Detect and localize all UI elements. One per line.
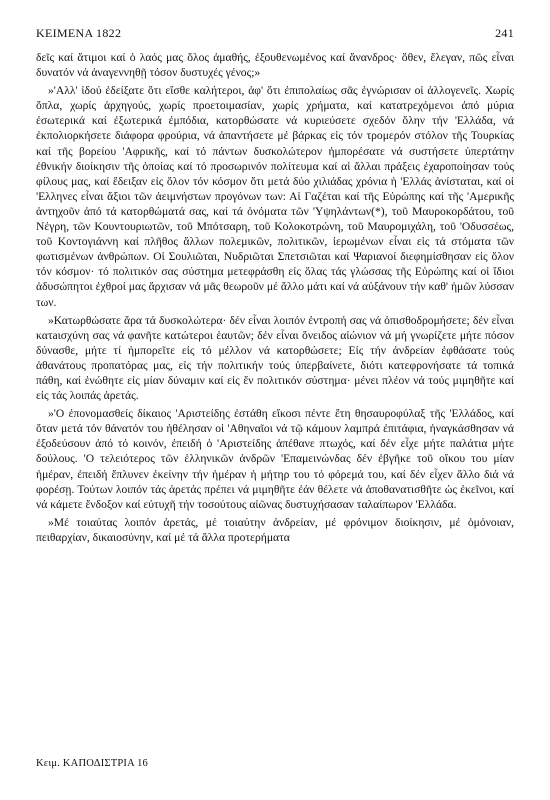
page-body bbox=[36, 50, 514, 545]
signature-mark: Κειμ. ΚΑΠΟΔΙΣΤΡΙΑ 16 bbox=[36, 758, 149, 769]
page-number: 241 bbox=[495, 26, 514, 40]
paragraph: »'Αλλ' ἰδού ἐδείξατε ὅτι εἴσθε καλήτεροι, ἀφ' ὅτι ἐπιπολαίως σᾶς ἐγνώρισαν οἱ ἀλλογενεῖς. Χωρίς ὅπλα, χωρίς ἀρχηγούς, χωρίς προετοιμασίαν, χωρίς χρήματα, καί κατατρεχόμενοι ἀπό μύρια ἐσωτερικά καί ἐξωτερικά ἐμπόδια, κατορθώσατε νά κυριεύσετε σχεδόν ὅλην τήν 'Ελλάδα, νά ἐκπολιορκήσετε διάφορα φρούρια, νά ἀπαντήσετε μέ βάρκας εἰς τόν τρομερόν στόλον τῆς Τουρκίας καί τῆς βορείου 'Αφρικῆς, καί τό πάντων δυσκολώτερον ἠμπορέσατε νά συστήσετε ὑπερτάτην ἐθνικήν διοίκησιν τῆς ὁποίας καί τό προσωρινόν πολίτευμα καί αἱ ἄλλαι πράξεις ἐχαροποίησαν τούς φίλους μας, καί ἔδειξαν εἰς ὅλον τόν κόσμον ὅτι μετά δύο χιλιάδας χρόνια ἡ 'Ελλάς ἀνίσταται, καί οἱ 'Ελληνες εἶναι ἄξιοι τῶν ἀειμνήστων προγόνων των: Αἱ Γαζέται καί τῆς Εὐρώπης καί τῆς 'Αμερικῆς ἀντηχοῦν ἀπό τά κατορθώματά σας, καί τά ὀνόματα τῶν 'Υψηλάντων(*), τοῦ Μαυροκορδάτου, τοῦ Νέγρη, τῶν Κουντουριωτῶν, τοῦ Μπότσαρη, τοῦ Κολοκοτρώνη, τοῦ Μαυρομιχάλη, τοῦ 'Οδυσσέως, τοῦ Κοντογιάννη καί πλῆθος ἄλλων πολεμικῶν, πολιτικῶν, ἱερωμένων εἶναι εἰς τά στόματα τῶν φωτισμένων ἀνθρώπων. Οἱ Σουλιῶται, Νυδριῶται Σπετσιῶται καί Ψαριανοί διεφημίσθησαν εἰς ὅλον τόν κόσμον· τό πολιτικόν σας σύστημα μετεφράσθη εἰς ὅλας τάς γλώσσας τῆς Εὐρώπης καί οἱ ἴδιοι ἀδυσώπητοι ἐχθροί μας ἄρχισαν νά μᾶς θεωροῦν μέ ἄλλο μάτι καί νά αὐξάνουν τήν καθ' ἡμῶν λύσσαν των. bbox=[36, 84, 514, 309]
running-title: ΚΕΙΜΕΝΑ 1822 bbox=[36, 26, 122, 40]
paragraph: »Μέ τοιαύτας λοιπόν ἀρετάς, μέ τοιαύτην ἀνδρείαν, μέ φρόνιμον διοίκησιν, μέ ὁμόνοιαν, πειθαρχίαν, δικαιοσύνην, καί μέ τά ἄλλα προτερήματα bbox=[36, 515, 514, 544]
page-header bbox=[36, 26, 514, 41]
paragraph: »Κατωρθώσατε ἄρα τά δυσκολώτερα· δέν εἶναι λοιπόν ἐντροπή σας νά ὀπισθοδρομήσετε; δέν εἶναι κατaισχύνη σας νά φανῆτε κατώτεροι ἑαυτῶν; δέν εἶναι ὄνειδος αἰώνιον νά μή γνωρίζετε μήτε πόσον δύνασθε, μήτε τί ἠμπορεῖτε εἰς τό μέλλον νά κατορθώσετε; Εἰς τήν ἀνδρείαν ἐφθάσατε τούς ἀθανάτους προπατόρας μας, εἰς τήν πολιτικήν τούς ὑπερβαίνετε, διότι κατεφρονήσατε τά τοπικά πάθη, καί ἑνώθητε εἰς μίαν δύναμιν καί εἰς ἕν πολιτικόν σύστημα· μένει πλέον νά τούς μιμηθῆτε καί εἰς τάς λοιπάς ἀρετάς. bbox=[36, 313, 514, 403]
paragraph-continued: δεῖς καί ἄτιμοι καί ὁ λαός μας ὅλος ἀμαθής, ἐξουθενωμένος καί ἄνανδρος· ὅθεν, ἔλεγαν, πῶς εἶναι δυνατόν νά ἀναγεννηθῇ τόσον δυστυχές γένος;» bbox=[36, 51, 514, 80]
paragraph: »'Ο ἐπονομασθείς δίκαιος 'Αριστείδης ἐστάθη εἴκοσι πέντε ἔτη θησαυροφύλαξ τῆς 'Ελλάδος, καί ὅταν μετά τόν θάνατόν του ἠθέλησαν οἱ 'Αθηναῖοι νά τῷ κάμουν λαμπρά ἐπιτάφια, ἠναγκάσθησαν νά ἐξοδεύσουν ἀπό τό κοινόν, ἐπειδή ὁ 'Αριστείδης ἀπέθανε πτωχός, καί δέν εἶχε μήτε παλάτια μήτε δούλους. 'Ο τελειότερος τῶν ἑλληνικῶν ἀνδρῶν 'Επαμεινώνδας δέν ἐβγῆκε τοῦ οἴκου του μίαν ἡμέραν, ἐπειδή ἔπλυνεν ἐκείνην τήν ἡμέραν ἡ μήτηρ του τό φόρεμά του, καί δέν εἶχεν ἄλλο διά νά φορέσῃ. Τούτων λοιπόν τάς ἀρετάς πρέπει νά μιμηθῆτε ἐάν θέλετε νά ἀποθανατισθῆτε ὡς ἐκεῖνοι, καί νά κάμετε ἔνδοξον καί εὐτυχῆ τήν τοσούτους αἰῶνας δυστυχήσασαν ταλαίπωρον 'Ελλάδα. bbox=[36, 407, 514, 511]
